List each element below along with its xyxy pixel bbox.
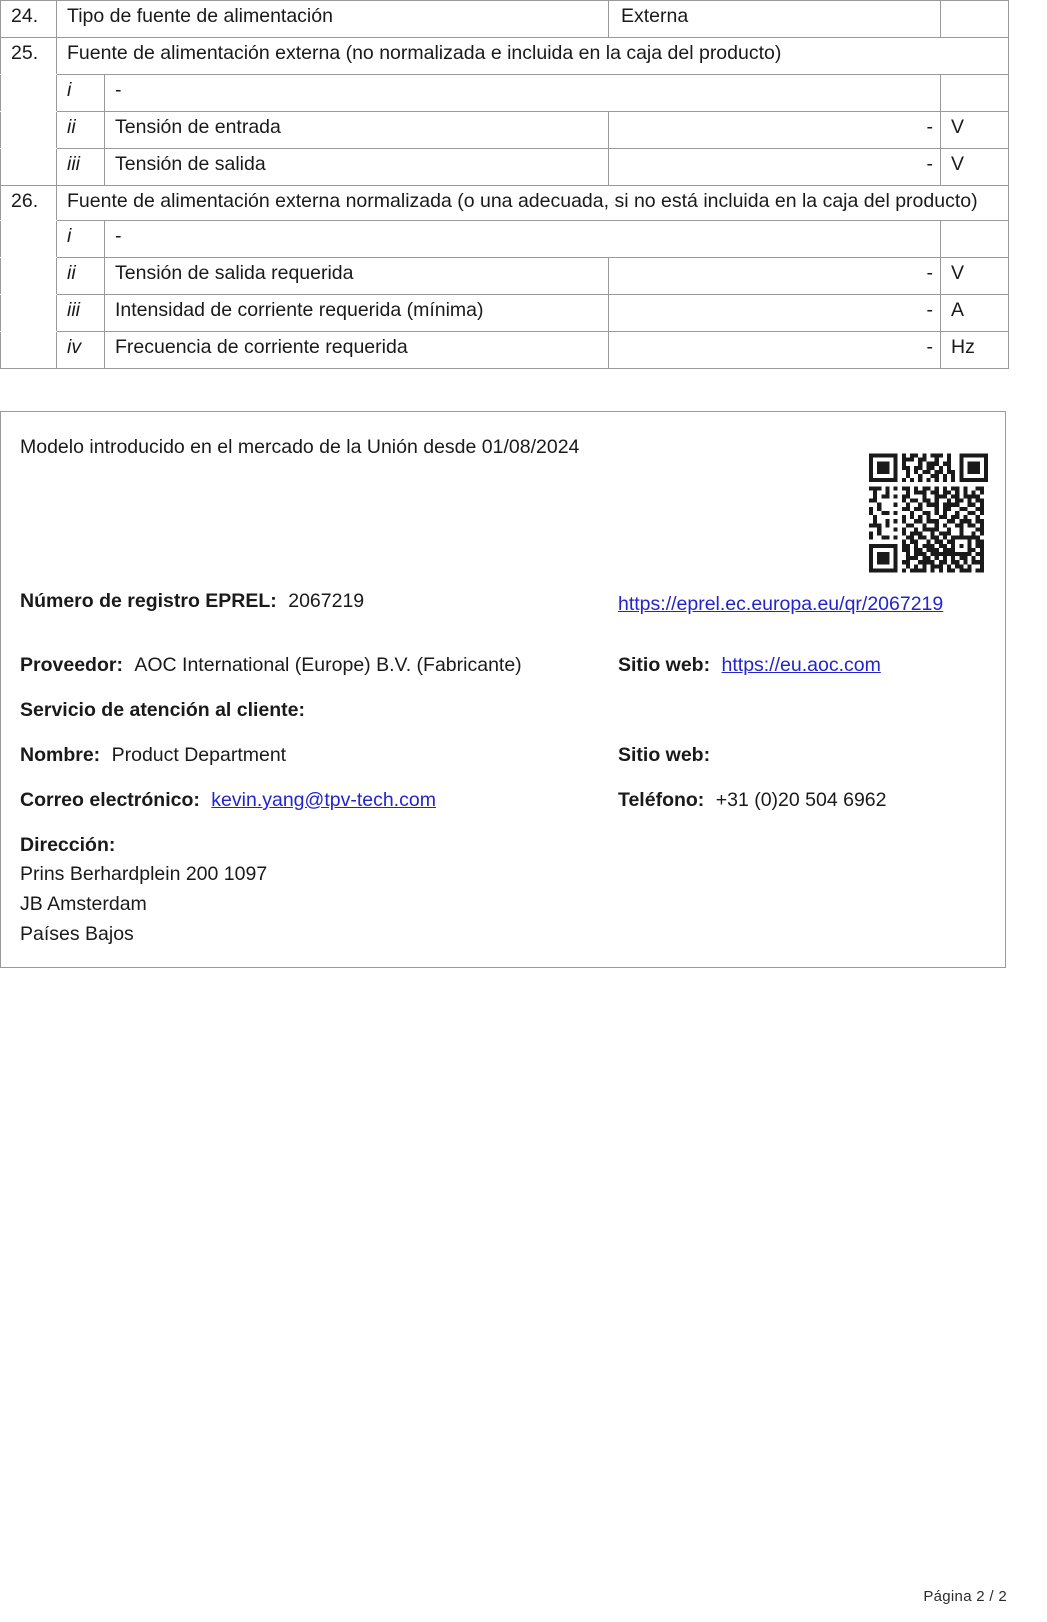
supplier-website-field bbox=[618, 654, 881, 677]
row-unit: A bbox=[941, 294, 1009, 331]
row-unit: V bbox=[941, 112, 1009, 149]
row-roman: iii bbox=[57, 294, 105, 331]
row-unit bbox=[941, 1, 1009, 38]
eprel-row bbox=[1, 590, 1005, 654]
supplier-value: AOC International (Europe) B.V. (Fabricante) bbox=[134, 654, 522, 676]
row-number: 26. bbox=[1, 186, 57, 221]
eprel-url-container bbox=[618, 590, 956, 618]
page-number-footer: Página 2 / 2 bbox=[923, 1588, 1007, 1605]
contact-details bbox=[1, 590, 1005, 974]
row-label: Fuente de alimentación externa normalizada (o una adecuada, si no está incluida en la caja del producto) bbox=[57, 186, 1009, 221]
supplier-field bbox=[20, 654, 522, 677]
contact-email-row bbox=[1, 789, 1005, 834]
row-value: - bbox=[609, 294, 941, 331]
customer-service-heading: Servicio de atención al cliente: bbox=[20, 699, 306, 721]
qr-code-icon bbox=[869, 440, 988, 586]
table-row bbox=[1, 1, 1009, 38]
row-unit: Hz bbox=[941, 331, 1009, 368]
row-spacer bbox=[1, 220, 57, 257]
power-supply-spec-table bbox=[0, 0, 1009, 369]
address-line-2: JB Amsterdam bbox=[20, 893, 147, 915]
phone-label: Teléfono: bbox=[618, 789, 705, 811]
phone-field bbox=[618, 789, 887, 812]
supplier-label: Proveedor: bbox=[20, 654, 123, 676]
row-label: Tensión de entrada bbox=[105, 112, 609, 149]
address-line-1: Prins Berhardplein 200 1097 bbox=[20, 863, 268, 885]
row-spacer bbox=[1, 331, 57, 368]
row-roman: iii bbox=[57, 149, 105, 186]
row-roman: i bbox=[57, 220, 105, 257]
row-spacer bbox=[1, 149, 57, 186]
row-spacer bbox=[1, 294, 57, 331]
row-label: Tensión de salida requerida bbox=[105, 257, 609, 294]
customer-service-row bbox=[1, 699, 1005, 744]
row-unit: V bbox=[941, 149, 1009, 186]
supplier-website-link[interactable]: https://eu.aoc.com bbox=[721, 654, 881, 676]
contact-website-field bbox=[618, 744, 716, 767]
contact-name-label: Nombre: bbox=[20, 744, 101, 766]
eprel-value: 2067219 bbox=[288, 590, 365, 612]
eprel-registration bbox=[20, 590, 364, 613]
table-row bbox=[1, 220, 1009, 257]
address-line-3: Países Bajos bbox=[20, 923, 134, 945]
row-label: Tipo de fuente de alimentación bbox=[57, 1, 609, 38]
contact-name-field bbox=[20, 744, 286, 767]
table-row bbox=[1, 257, 1009, 294]
contact-name-row bbox=[1, 744, 1005, 789]
row-roman: ii bbox=[57, 112, 105, 149]
row-unit bbox=[941, 75, 1009, 112]
table-row bbox=[1, 112, 1009, 149]
email-field bbox=[20, 789, 436, 812]
supplier-row bbox=[1, 654, 1005, 699]
eprel-label: Número de registro EPREL: bbox=[20, 590, 277, 612]
table-row bbox=[1, 186, 1009, 221]
row-label: Frecuencia de corriente requerida bbox=[105, 331, 609, 368]
row-unit: V bbox=[941, 257, 1009, 294]
supplier-information-box bbox=[0, 411, 1006, 968]
row-roman: ii bbox=[57, 257, 105, 294]
row-label: Intensidad de corriente requerida (mínima) bbox=[105, 294, 609, 331]
row-roman: iv bbox=[57, 331, 105, 368]
address-row bbox=[1, 834, 1005, 974]
row-label: - bbox=[105, 75, 941, 112]
table-row bbox=[1, 149, 1009, 186]
row-label: - bbox=[105, 220, 941, 257]
row-spacer bbox=[1, 257, 57, 294]
row-value: - bbox=[609, 257, 941, 294]
supplier-website-label: Sitio web: bbox=[618, 654, 711, 676]
phone-value: +31 (0)20 504 6962 bbox=[715, 789, 887, 811]
row-value: - bbox=[609, 112, 941, 149]
market-introduction-note: Modelo introducido en el mercado de la Unión desde 01/08/2024 bbox=[20, 436, 580, 458]
table-row bbox=[1, 331, 1009, 368]
row-value: - bbox=[609, 331, 941, 368]
address-label: Dirección: bbox=[20, 834, 116, 856]
row-label: Tensión de salida bbox=[105, 149, 609, 186]
row-number: 24. bbox=[1, 1, 57, 38]
row-value: Externa bbox=[609, 1, 941, 38]
contact-name-value: Product Department bbox=[111, 744, 287, 766]
eprel-url-link[interactable]: https://eprel.ec.europa.eu/qr/2067219 bbox=[618, 593, 944, 615]
row-number: 25. bbox=[1, 38, 57, 75]
email-label: Correo electrónico: bbox=[20, 789, 200, 811]
row-roman: i bbox=[57, 75, 105, 112]
table-row bbox=[1, 75, 1009, 112]
row-value: - bbox=[609, 149, 941, 186]
row-spacer bbox=[1, 112, 57, 149]
contact-website-label: Sitio web: bbox=[618, 744, 711, 766]
row-unit bbox=[941, 220, 1009, 257]
row-label: Fuente de alimentación externa (no normalizada e incluida en la caja del producto) bbox=[57, 38, 1009, 75]
email-link[interactable]: kevin.yang@tpv-tech.com bbox=[211, 789, 436, 811]
row-spacer bbox=[1, 75, 57, 112]
table-row bbox=[1, 38, 1009, 75]
table-row bbox=[1, 294, 1009, 331]
